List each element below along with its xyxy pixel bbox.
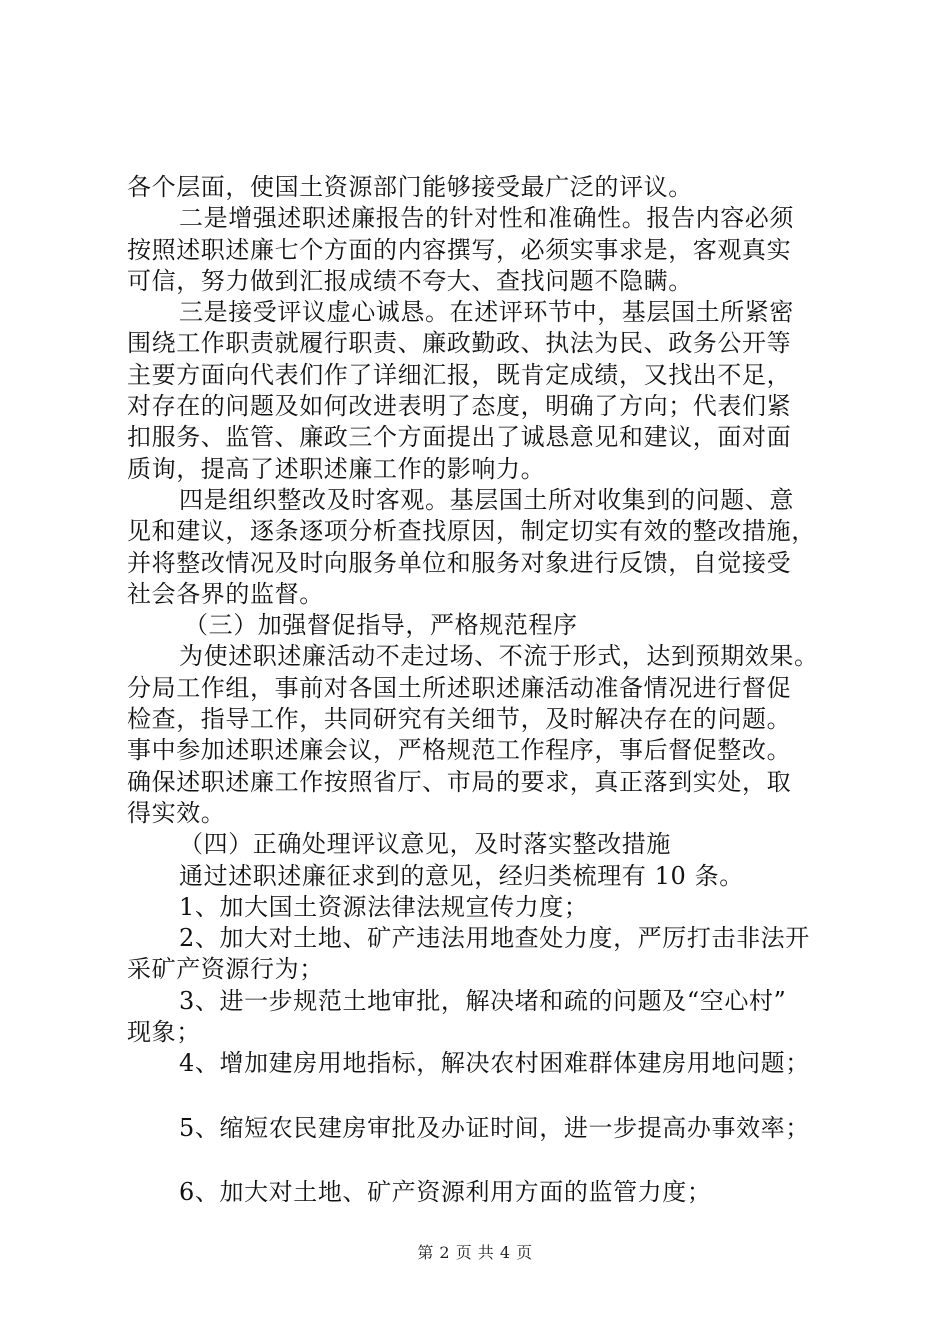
spacer bbox=[127, 1144, 837, 1177]
text-line: 社会各界的监督。 bbox=[127, 579, 324, 608]
body-text bbox=[127, 172, 837, 1208]
text-line: 得实效。 bbox=[127, 798, 226, 827]
text-line: 主要方面向代表们作了详细汇报，既肯定成绩，又找出不足， bbox=[127, 360, 792, 389]
text-line: 对存在的问题及如何改进表明了态度，明确了方向；代表们紧 bbox=[127, 392, 792, 421]
page-number-footer: 第 2 页 共 4 页 bbox=[417, 1243, 533, 1262]
text-line: 围绕工作职责就履行职责、廉政勤政、执法为民、政务公开等 bbox=[127, 329, 792, 358]
text-line: 各个层面，使国土资源部门能够接受最广泛的评议。 bbox=[127, 173, 693, 201]
text-line: 二是增强述职述廉报告的针对性和准确性。报告内容必须 bbox=[179, 204, 794, 233]
section-heading: （四）正确处理评议意见，及时落实整改措施 bbox=[179, 830, 671, 859]
list-item: 1、加大国土资源法律法规宣传力度； bbox=[179, 892, 589, 921]
text-line: 扣服务、监管、廉政三个方面提出了诚恳意见和建议，面对面 bbox=[127, 423, 792, 452]
text-line: 事中参加述职述廉会议，严格规范工作程序，事后督促整改。 bbox=[127, 736, 792, 765]
text-line: 检查，指导工作，共同研究有关细节，及时解决存在的问题。 bbox=[127, 705, 792, 734]
text-line: 并将整改情况及时向服务单位和服务对象进行反馈，自觉接受 bbox=[127, 548, 792, 577]
text-line: 见和建议，逐条逐项分析查找原因，制定切实有效的整改措施， bbox=[127, 517, 816, 546]
list-item-continuation: 现象； bbox=[127, 1018, 201, 1047]
list-item: 5、缩短农民建房审批及办证时间，进一步提高办事效率； bbox=[179, 1113, 810, 1142]
text-line: 可信，努力做到汇报成绩不夸大、查找问题不隐瞒。 bbox=[127, 266, 693, 295]
text-line: 确保述职述廉工作按照省厅、市局的要求，真正落到实处，取 bbox=[127, 767, 792, 796]
text-line: 为使述职述廉活动不走过场、不流于形式，达到预期效果。 bbox=[179, 642, 819, 671]
list-item: 3、进一步规范土地审批，解决堵和疏的问题及“空心村” bbox=[179, 986, 787, 1015]
text-line: 四是组织整改及时客观。基层国土所对收集到的问题、意 bbox=[179, 485, 794, 514]
text-line: 三是接受评议虚心诚恳。在述评环节中，基层国土所紧密 bbox=[179, 298, 794, 327]
text-line: 通过述职述廉征求到的意见，经归类梳理有 10 条。 bbox=[179, 861, 744, 890]
list-item: 6、加大对土地、矿产资源利用方面的监管力度； bbox=[179, 1177, 712, 1206]
spacer bbox=[127, 1080, 837, 1113]
list-item-continuation: 采矿产资源行为； bbox=[127, 955, 324, 984]
list-item: 2、加大对土地、矿产违法用地查处力度，严厉打击非法开 bbox=[179, 924, 810, 953]
text-line: 分局工作组，事前对各国土所述职述廉活动准备情况进行督促 bbox=[127, 673, 792, 702]
section-heading: （三）加强督促指导，严格规范程序 bbox=[184, 611, 578, 640]
text-line: 质询，提高了述职述廉工作的影响力。 bbox=[127, 454, 546, 483]
text-line: 按照述职述廉七个方面的内容撰写，必须实事求是，客观真实 bbox=[127, 235, 792, 264]
list-item: 4、增加建房用地指标，解决农村困难群体建房用地问题； bbox=[179, 1049, 810, 1078]
